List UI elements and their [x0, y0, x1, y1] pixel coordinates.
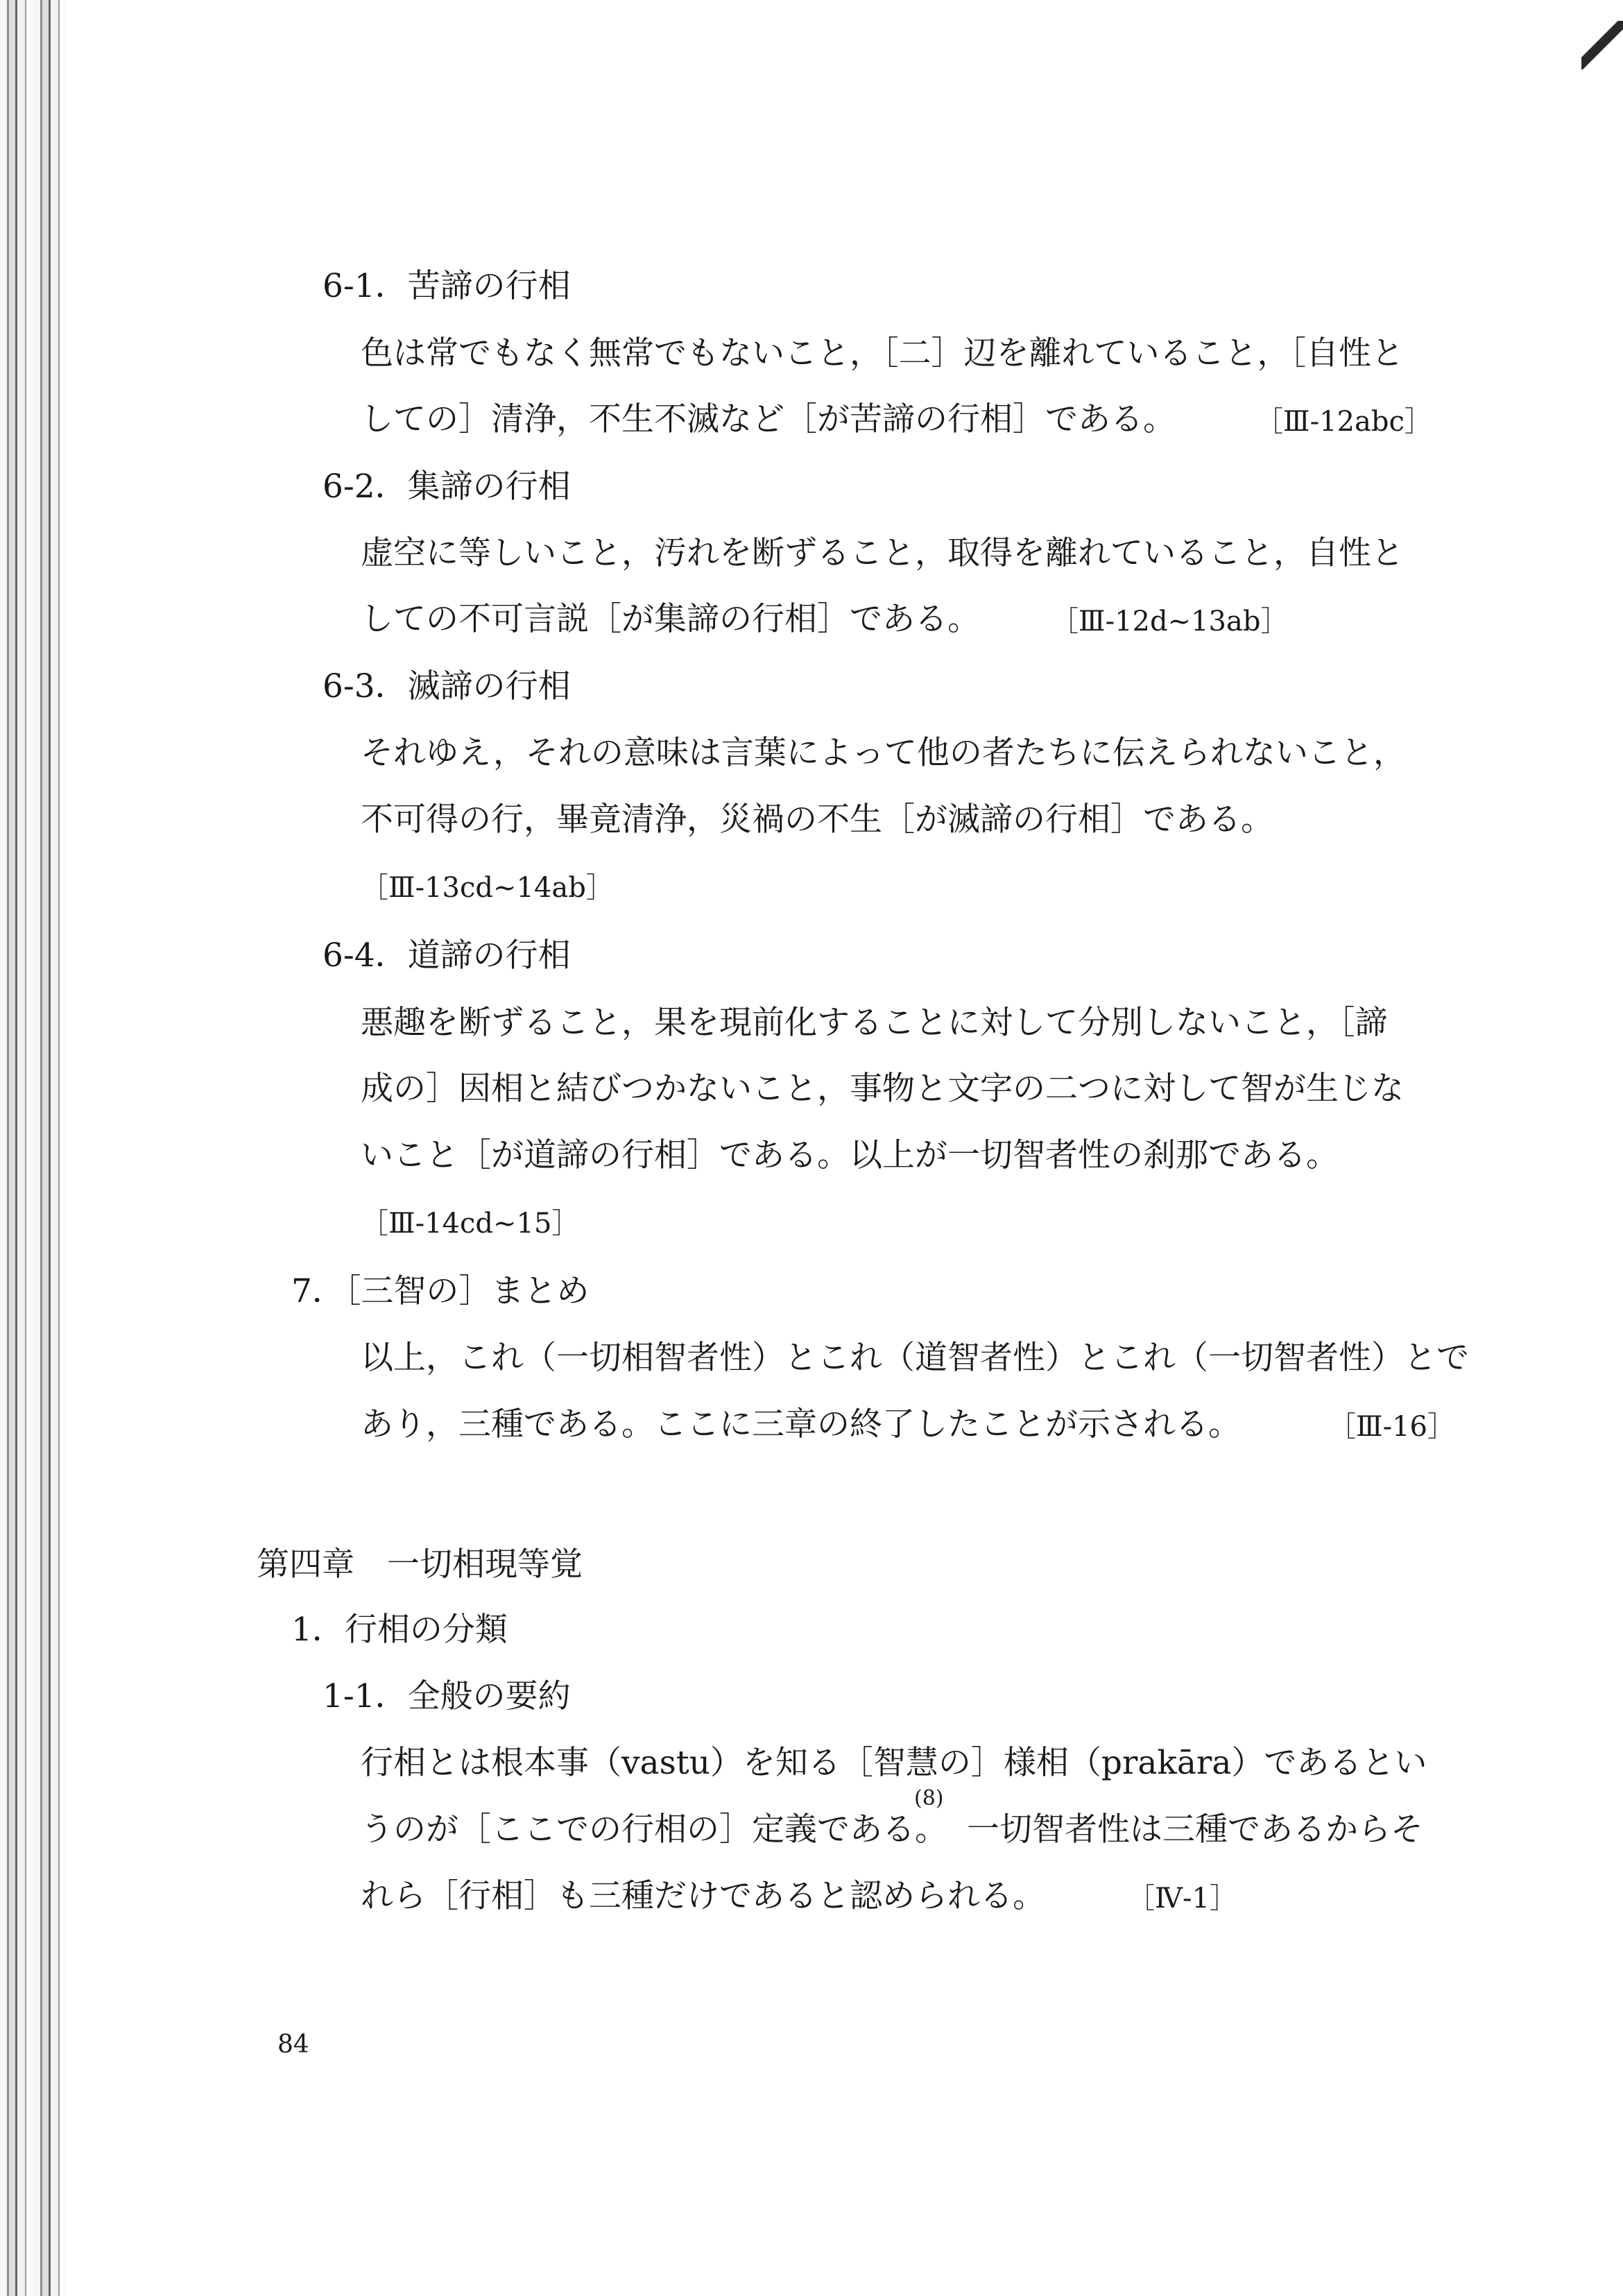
text-6-4-line3: いこと［が道諦の行相］である。以上が一切智者性の刹那である。 [361, 1136, 1339, 1174]
text-7-line2: あり，三種である。ここに三章の終了したことが示される。 [361, 1405, 1241, 1443]
ref-6-3: ［Ⅲ-13cd~14ab］ [361, 872, 614, 904]
heading-6-1: 6-1．苦諦の行相 [323, 267, 571, 305]
heading-6-3: 6-3．滅諦の行相 [323, 667, 571, 705]
text-6-1-line1: 色は常でもなく無常でもないこと，［二］辺を離れていること，［自性と [361, 334, 1404, 372]
binding-edge [0, 0, 66, 2296]
ref-6-4: ［Ⅲ-14cd~15］ [361, 1208, 580, 1240]
chapter-4-title: 第四章 一切相現等覚 [257, 1545, 583, 1584]
heading-4-1: 1．行相の分類 [291, 1611, 508, 1649]
text-6-1-line2: しての］清浄，不生不滅など［が苦諦の行相］である。 [361, 400, 1176, 438]
page-number: 84 [277, 2030, 309, 2059]
heading-6-2: 6-2．集諦の行相 [323, 468, 571, 506]
ref-6-1: ［Ⅲ-12abc］ [1255, 406, 1432, 438]
text-6-2-line1: 虚空に等しいこと，汚れを断ずること，取得を離れていること，自性と [361, 534, 1404, 572]
text-6-4-line2: 成の］因相と結びつかないこと，事物と文字の二つに対して智が生じな [361, 1070, 1404, 1108]
ref-6-2: ［Ⅲ-12d~13ab］ [1051, 606, 1289, 637]
text-6-2-line2: しての不可言説［が集諦の行相］である。 [361, 600, 980, 638]
heading-7: 7．［三智の］まとめ [291, 1272, 590, 1310]
heading-4-1-1: 1-1．全般の要約 [323, 1677, 571, 1715]
ref-7: ［Ⅲ-16］ [1328, 1411, 1455, 1443]
scan-corner-mark [1581, 21, 1623, 69]
text-7-line1: 以上，これ（一切相智者性）とこれ（道智者性）とこれ（一切智者性）とで [361, 1339, 1469, 1377]
text-6-3-line2: 不可得の行，畢竟清浄，災禍の不生［が滅諦の行相］である。 [361, 800, 1273, 839]
ref-4-1-1: ［Ⅳ-1］ [1127, 1883, 1237, 1914]
heading-6-4: 6-4．道諦の行相 [323, 936, 571, 975]
text-6-4-line1: 悪趣を断ずること，果を現前化することに対して分別しないこと，［諦 [361, 1004, 1388, 1042]
text-6-3-line1: それゆえ，それの意味は言葉によって他の者たちに伝えられないこと， [361, 734, 1406, 772]
note-marker-8: (8) [914, 1786, 944, 1810]
text-4-1-1-line2b: 一切智者性は三種であるからそ [967, 1810, 1423, 1849]
text-4-1-1-line2a: うのが［ここでの行相の］定義である。 [361, 1810, 947, 1849]
text-4-1-1-line3: れら［行相］も三種だけであると認められる。 [361, 1877, 1045, 1915]
text-4-1-1-line1: 行相とは根本事（vastu）を知る［智慧の］様相（prakāra）であるとい [361, 1744, 1427, 1782]
